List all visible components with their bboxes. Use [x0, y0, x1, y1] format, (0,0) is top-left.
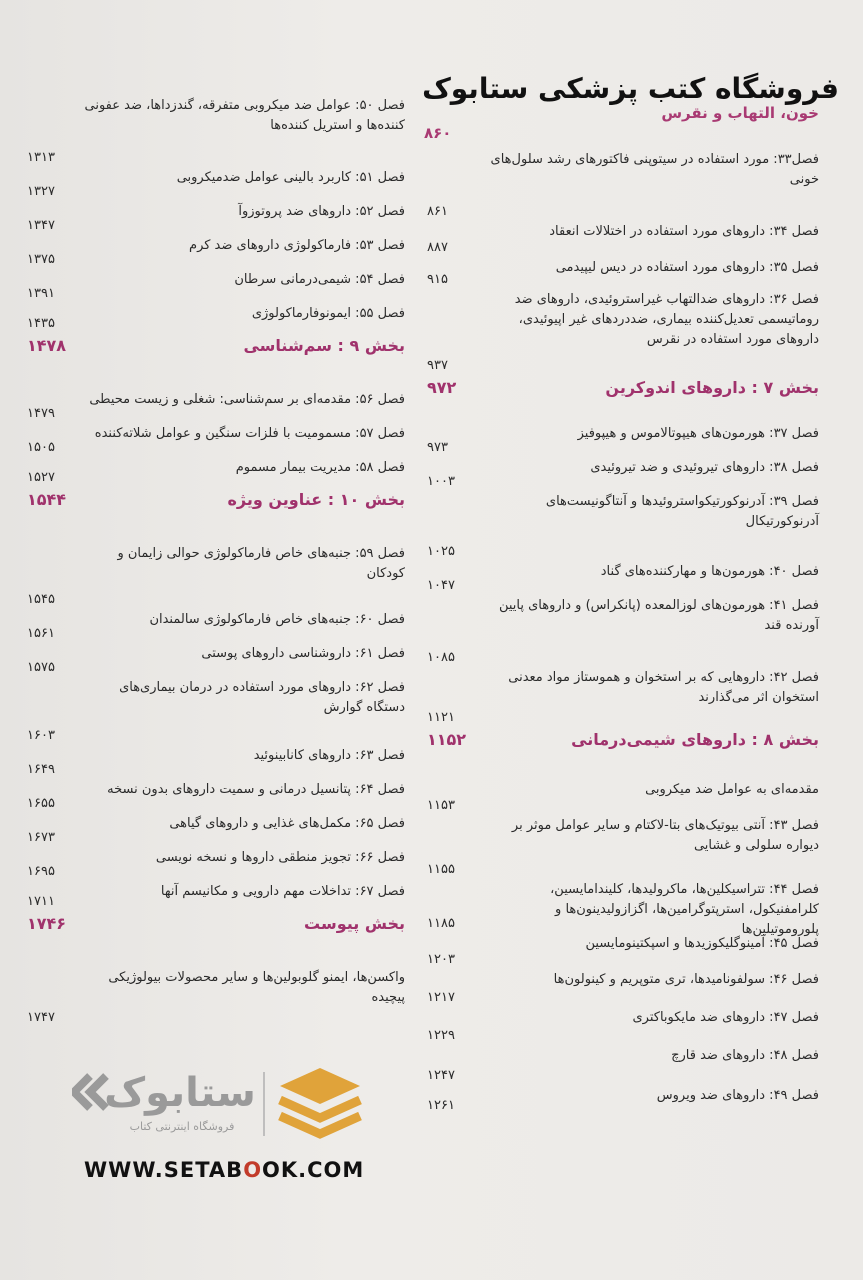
chapter-title: فصل ۶۶: تجویز منطقی داروها و نسخه نویسی [155, 850, 405, 865]
page-number: ۱۰۲۵ [427, 544, 455, 559]
page-number: ۱۱۲۱ [427, 710, 455, 725]
page-number: ۱۷۱۱ [27, 894, 55, 909]
toc-entry [427, 1086, 819, 1116]
chapter-title: فصل ۶۳: داروهای کانابینوئید [253, 748, 405, 763]
logo-brand-text: ستابوک [104, 1070, 256, 1116]
page-number: ۹۱۵ [427, 272, 448, 287]
toc-entry [427, 780, 819, 816]
chapter-title: فصل ۵۶: مقدمه‌ای بر سم‌شناسی: شغلی و زیست محیطی [89, 392, 405, 407]
page-number: ۱۵۴۵ [27, 592, 55, 607]
toc-entry [427, 222, 819, 258]
page-number: ۱۱۵۲ [427, 730, 467, 749]
page-number: ۱۷۴۷ [27, 1010, 55, 1025]
chapter-title: فصل ۴۳: آنتی بیوتیک‌های بتا-لاکتام و سایر عوامل موثر بر دیواره سلولی و غشایی [511, 818, 819, 853]
toc-entry [427, 150, 819, 222]
chapter-title: فصل ۶۱: داروشناسی داروهای پوستی [201, 646, 405, 661]
toc-section-heading [27, 488, 405, 544]
page-number: ۱۰۴۷ [427, 578, 455, 593]
toc-entry [427, 816, 819, 880]
chapter-title: فصل ۶۵: مکمل‌های غذایی و داروهای گیاهی [169, 816, 405, 831]
chapter-title: فصل ۵۸: مدیریت بیمار مسموم [235, 460, 405, 475]
page-number: ۸۸۷ [427, 240, 448, 255]
toc-entry [427, 934, 819, 970]
toc-entry [427, 1008, 819, 1046]
page-number: ۹۷۲ [427, 378, 457, 397]
chapter-title: فصل۳۳: مورد استفاده در سیتوپنی فاکتورهای رشد سلول‌های خونی [490, 152, 819, 187]
page-number: ۱۳۷۵ [27, 252, 55, 267]
chapter-title: فصل ۴۰: هورمون‌ها و مهارکننده‌های گناد [600, 564, 819, 579]
toc-entry [427, 880, 819, 937]
toc-entry [27, 236, 405, 270]
section-title: بخش پیوست [304, 914, 405, 933]
page-number: ۱۱۵۵ [427, 862, 455, 877]
chapter-title: فصل ۴۷: داروهای ضد مایکوباکتری [632, 1010, 819, 1025]
toc-entry [427, 258, 819, 290]
chapter-title: فصل ۵۹: جنبه‌های خاص فارماکولوژی حوالی زایمان و کودکان [117, 546, 405, 581]
chapter-title: فصل ۴۵: آمینوگلیکوزیدها و اسپکتینومایسین [585, 936, 819, 951]
chapter-title: مقدمه‌ای به عوامل ضد میکروبی [645, 782, 819, 797]
page-number: ۱۰۰۳ [427, 474, 455, 489]
double-chevron-icon [74, 1076, 106, 1108]
page-number: ۱۲۰۳ [427, 952, 455, 967]
chapter-title: فصل ۳۶: داروهای ضدالتهاب غیراستروئیدی، داروهای ضد روماتیسمی تعدیل‌کننده بیماری، ضددردهای غیر اپیوئیدی، داروهای مورد استفاده در نقرس [514, 292, 819, 347]
page-number: ۱۵۲۷ [27, 470, 55, 485]
page-number: ۱۰۸۵ [427, 650, 455, 665]
toc-section-heading [427, 376, 819, 424]
book-stack-icon [280, 1068, 360, 1134]
section-title: بخش ۸ : داروهای شیمی‌درمانی [571, 730, 819, 749]
page-number: ۱۱۸۵ [427, 916, 455, 931]
chapter-title: فصل ۵۵: ایمونوفارماکولوژی [251, 306, 405, 321]
chapter-title: واکسن‌ها، ایمنو گلوبولین‌ها و سایر محصولات بیولوژیکی پیچیده [108, 970, 405, 1005]
page-number: ۱۲۶۱ [427, 1098, 455, 1113]
toc-entry [427, 970, 819, 1008]
page-number: ۹۷۳ [427, 440, 448, 455]
setabook-logo [72, 1064, 372, 1144]
page-number: ۱۷۴۶ [27, 914, 67, 933]
page-number: ۱۳۱۳ [27, 150, 55, 165]
chapter-title: فصل ۴۱: هورمون‌های لوزالمعده (پانکراس) و داروهای پایین آورنده قند [498, 598, 819, 633]
toc-entry [27, 270, 405, 304]
chapter-title: فصل ۴۸: داروهای ضد قارچ [671, 1048, 819, 1063]
page-number: ۱۶۹۵ [27, 864, 55, 879]
watermark-title: فروشگاه کتب پزشکی ستابوک [422, 72, 839, 105]
chapter-title: فصل ۵۴: شیمی‌درمانی سرطان [234, 272, 405, 287]
toc-entry [427, 290, 819, 376]
toc-section-heading [27, 334, 405, 390]
page-number: ۹۳۷ [427, 358, 448, 373]
toc-entry [27, 424, 405, 458]
page-number: ۱۴۷۸ [27, 336, 67, 355]
toc-entry [27, 968, 405, 1028]
chapter-title: فصل ۶۴: پتانسیل درمانی و سمیت داروهای بدون نسخه [107, 782, 405, 797]
chapter-title: فصل ۳۵: داروهای مورد استفاده در دیس لیپیدمی [555, 260, 819, 275]
page-number: ۱۶۰۳ [27, 728, 55, 743]
chapter-title: فصل ۳۸: داروهای تیروئیدی و ضد تیروئیدی [590, 460, 819, 475]
toc-entry [27, 96, 405, 168]
chapter-title: فصل ۵۱: کاربرد بالینی عوامل ضدمیکروبی [176, 170, 405, 185]
toc-entry [427, 458, 819, 492]
toc-entry [27, 458, 405, 488]
toc-section-heading [27, 912, 405, 968]
page-number: ۱۴۷۹ [27, 406, 55, 421]
page-number: ۱۵۶۱ [27, 626, 55, 641]
toc-section-heading [427, 728, 819, 780]
chapter-title: فصل ۳۴: داروهای مورد استفاده در اختلالات انعقاد [549, 224, 819, 239]
chapter-title: فصل ۵۷: مسمومیت با فلزات سنگین و عوامل شلاته‌کننده [94, 426, 405, 441]
page-number: ۱۶۴۹ [27, 762, 55, 777]
toc-entry [27, 746, 405, 780]
page-number: ۱۵۷۵ [27, 660, 55, 675]
toc-column-right [427, 150, 819, 1116]
toc-entry [27, 814, 405, 848]
toc-entry [27, 644, 405, 678]
continued-section-header [424, 104, 819, 142]
section-title: بخش ۱۰ : عناوین ویژه [227, 490, 405, 509]
chapter-title: فصل ۴۹: داروهای ضد ویروس [656, 1088, 819, 1103]
page-number: ۱۳۴۷ [27, 218, 55, 233]
section-title: بخش ۹ : سم‌شناسی [243, 336, 405, 355]
toc-entry [27, 780, 405, 814]
page-number: ۱۶۵۵ [27, 796, 55, 811]
toc-entry [27, 304, 405, 334]
chapter-title: فصل ۵۰: عوامل ضد میکروبی متفرقه، گندزداها، ضد عفونی کننده‌ها و استریل کننده‌ها [84, 98, 405, 133]
page-number: ۱۲۱۷ [427, 990, 455, 1005]
page-number: ۱۲۲۹ [427, 1028, 455, 1043]
page-number: ۱۳۲۷ [27, 184, 55, 199]
chapter-title: فصل ۶۷: تداخلات مهم دارویی و مکانیسم آنها [160, 884, 405, 899]
section-title: خون، التهاب و نقرس [661, 104, 819, 122]
chapter-title: فصل ۵۳: فارماکولوژی داروهای ضد کرم [189, 238, 405, 253]
toc-entry [27, 202, 405, 236]
chapter-title: فصل ۳۹: آدرنوکورتیکواستروئیدها و آنتاگونیست‌های آدرنوکورتیکال [545, 494, 819, 529]
toc-entry [27, 848, 405, 882]
page-number: ۱۳۹۱ [27, 286, 55, 301]
chapter-title: فصل ۶۰: جنبه‌های خاص فارماکولوژی سالمندان [149, 612, 405, 627]
chapter-title: فصل ۴۶: سولفونامیدها، تری متوپریم و کینولون‌ها [553, 972, 819, 987]
chapter-title: فصل ۴۴: تتراسیکلین‌ها، ماکرولیدها، کلیندامایسین، کلرامفنیکول، استرپتوگرامین‌ها، اگزازولیدینون‌ها و پلوروموتیلین‌ها [550, 882, 819, 937]
toc-entry [27, 678, 405, 746]
toc-entry [27, 882, 405, 912]
toc-entry [27, 390, 405, 424]
toc-entry [27, 610, 405, 644]
chapter-title: فصل ۶۲: داروهای مورد استفاده در درمان بیماری‌های دستگاه گوارش [119, 680, 405, 715]
chapter-title: فصل ۳۷: هورمون‌های هیپوتالاموس و هیپوفیز [577, 426, 819, 441]
page-number: ۱۱۵۳ [427, 798, 455, 813]
page-number: ۱۲۴۷ [427, 1068, 455, 1083]
page-number: ۱۵۴۴ [27, 490, 67, 509]
page-number: ۸۶۱ [427, 204, 448, 219]
page-number: ۱۴۳۵ [27, 316, 55, 331]
chapter-title: فصل ۵۲: داروهای ضد پروتوزوآ [238, 204, 405, 219]
section-title: بخش ۷ : داروهای اندوکرین [605, 378, 819, 397]
toc-entry [27, 168, 405, 202]
toc-entry [427, 596, 819, 668]
page-number: ۱۵۰۵ [27, 440, 55, 455]
toc-entry [427, 424, 819, 458]
toc-entry [427, 1046, 819, 1086]
website-url: WWW.SETABOOK.COM [84, 1158, 365, 1182]
toc-entry [427, 492, 819, 562]
logo-tagline: فروشگاه اینترنتی کتاب [129, 1120, 235, 1133]
chapter-title: فصل ۴۲: داروهایی که بر استخوان و هموستاز مواد معدنی استخوان اثر می‌گذارند [508, 670, 819, 705]
section-page: ۸۶۰ [424, 124, 452, 142]
toc-entry [427, 668, 819, 728]
page-number: ۱۶۷۳ [27, 830, 55, 845]
toc-column-left [27, 96, 405, 1028]
toc-entry [427, 562, 819, 596]
toc-entry [27, 544, 405, 610]
